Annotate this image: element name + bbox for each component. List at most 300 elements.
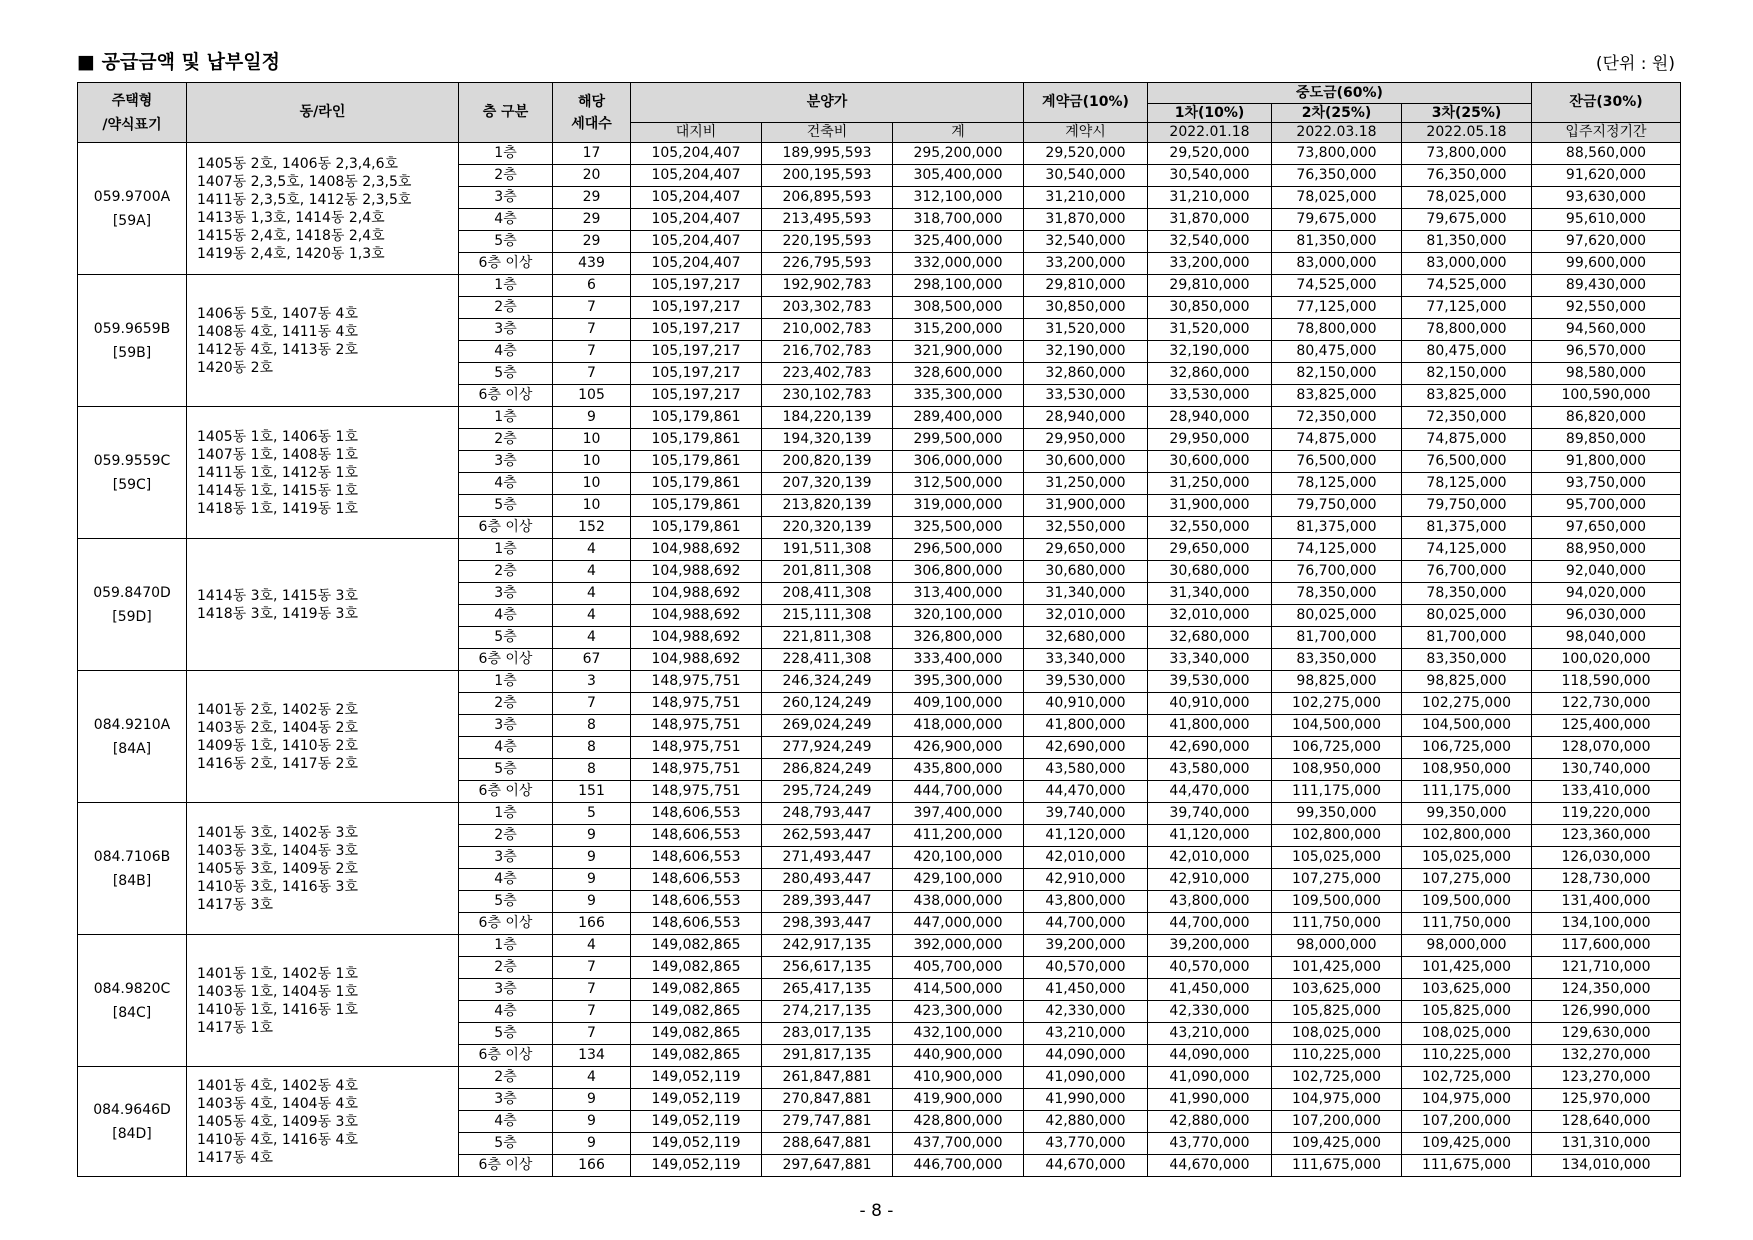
balance-cell: 130,740,000: [1532, 759, 1681, 781]
households-cell: 4: [553, 1067, 631, 1089]
contract-cell: 40,570,000: [1024, 957, 1148, 979]
mid1-cell: 31,870,000: [1148, 209, 1272, 231]
households-cell: 8: [553, 715, 631, 737]
table-row: [78, 935, 1681, 957]
households-cell: 3: [553, 671, 631, 693]
header-type: 주택형 /약식표기: [78, 83, 187, 143]
total-price-cell: 446,700,000: [893, 1155, 1024, 1177]
table-row: [78, 407, 1681, 429]
total-price-cell: 420,100,000: [893, 847, 1024, 869]
contract-cell: 30,600,000: [1024, 451, 1148, 473]
land-cost-cell: 149,082,865: [631, 1045, 762, 1067]
table-row: [78, 143, 1681, 165]
mid1-cell: 44,090,000: [1148, 1045, 1272, 1067]
header-households: 해당 세대수: [553, 83, 631, 143]
building-cost-cell: 297,647,881: [762, 1155, 893, 1177]
balance-cell: 121,710,000: [1532, 957, 1681, 979]
floor-cell: 4층: [459, 1111, 553, 1133]
mid3-cell: 83,350,000: [1402, 649, 1532, 671]
contract-cell: 42,910,000: [1024, 869, 1148, 891]
mid3-cell: 76,350,000: [1402, 165, 1532, 187]
mid2-cell: 80,475,000: [1272, 341, 1402, 363]
dong-line-cell: 1401동 3호, 1402동 3호 1403동 3호, 1404동 3호 1405동 3호, 1409동 2호 1410동 3호, 1416동 3호 1417동 3호: [187, 803, 459, 935]
land-cost-cell: 105,204,407: [631, 143, 762, 165]
contract-cell: 41,800,000: [1024, 715, 1148, 737]
households-cell: 5: [553, 803, 631, 825]
mid1-cell: 41,120,000: [1148, 825, 1272, 847]
mid2-cell: 73,800,000: [1272, 143, 1402, 165]
total-price-cell: 295,200,000: [893, 143, 1024, 165]
land-cost-cell: 148,606,553: [631, 847, 762, 869]
mid3-cell: 82,150,000: [1402, 363, 1532, 385]
households-cell: 29: [553, 209, 631, 231]
households-cell: 166: [553, 913, 631, 935]
mid1-cell: 31,210,000: [1148, 187, 1272, 209]
total-price-cell: 312,100,000: [893, 187, 1024, 209]
floor-cell: 6층 이상: [459, 253, 553, 275]
mid2-cell: 111,675,000: [1272, 1155, 1402, 1177]
land-cost-cell: 105,204,407: [631, 187, 762, 209]
mid1-cell: 30,680,000: [1148, 561, 1272, 583]
balance-cell: 126,990,000: [1532, 1001, 1681, 1023]
floor-cell: 1층: [459, 803, 553, 825]
mid1-cell: 43,580,000: [1148, 759, 1272, 781]
contract-cell: 30,850,000: [1024, 297, 1148, 319]
mid1-cell: 42,330,000: [1148, 1001, 1272, 1023]
floor-cell: 3층: [459, 319, 553, 341]
balance-cell: 123,360,000: [1532, 825, 1681, 847]
mid3-cell: 80,025,000: [1402, 605, 1532, 627]
mid3-cell: 83,825,000: [1402, 385, 1532, 407]
mid1-cell: 33,530,000: [1148, 385, 1272, 407]
total-price-cell: 306,000,000: [893, 451, 1024, 473]
contract-cell: 44,700,000: [1024, 913, 1148, 935]
dong-line-cell: 1405동 1호, 1406동 1호 1407동 1호, 1408동 1호 1411동 1호, 1412동 1호 1414동 1호, 1415동 1호 1418동 1호, 1419동 1호: [187, 407, 459, 539]
land-cost-cell: 104,988,692: [631, 583, 762, 605]
mid3-cell: 109,500,000: [1402, 891, 1532, 913]
mid2-cell: 74,875,000: [1272, 429, 1402, 451]
mid2-cell: 102,275,000: [1272, 693, 1402, 715]
households-cell: 7: [553, 693, 631, 715]
mid2-cell: 111,175,000: [1272, 781, 1402, 803]
contract-cell: 42,690,000: [1024, 737, 1148, 759]
floor-cell: 2층: [459, 825, 553, 847]
land-cost-cell: 148,975,751: [631, 759, 762, 781]
contract-cell: 33,340,000: [1024, 649, 1148, 671]
balance-cell: 91,800,000: [1532, 451, 1681, 473]
total-price-cell: 308,500,000: [893, 297, 1024, 319]
land-cost-cell: 105,179,861: [631, 451, 762, 473]
total-price-cell: 414,500,000: [893, 979, 1024, 1001]
mid2-cell: 81,375,000: [1272, 517, 1402, 539]
building-cost-cell: 286,824,249: [762, 759, 893, 781]
total-price-cell: 318,700,000: [893, 209, 1024, 231]
building-cost-cell: 289,393,447: [762, 891, 893, 913]
header-building: 건축비: [762, 123, 893, 143]
mid1-cell: 32,550,000: [1148, 517, 1272, 539]
land-cost-cell: 149,082,865: [631, 1001, 762, 1023]
households-cell: 7: [553, 341, 631, 363]
mid2-cell: 99,350,000: [1272, 803, 1402, 825]
mid2-cell: 83,000,000: [1272, 253, 1402, 275]
total-price-cell: 411,200,000: [893, 825, 1024, 847]
land-cost-cell: 149,052,119: [631, 1155, 762, 1177]
floor-cell: 1층: [459, 539, 553, 561]
building-cost-cell: 279,747,881: [762, 1111, 893, 1133]
floor-cell: 4층: [459, 473, 553, 495]
balance-cell: 125,970,000: [1532, 1089, 1681, 1111]
dong-line-cell: 1405동 2호, 1406동 2,3,4,6호 1407동 2,3,5호, 1408동 2,3,5호 1411동 2,3,5호, 1412동 2,3,5호 1413동 1,3호, 1414동 2,4호 1415동 2,4호, 1418동 2,4호 1419동 2,4호, 1420동 1,3호: [187, 143, 459, 275]
mid1-cell: 32,010,000: [1148, 605, 1272, 627]
balance-cell: 100,020,000: [1532, 649, 1681, 671]
mid3-cell: 102,725,000: [1402, 1067, 1532, 1089]
mid2-cell: 102,800,000: [1272, 825, 1402, 847]
contract-cell: 32,540,000: [1024, 231, 1148, 253]
total-price-cell: 429,100,000: [893, 869, 1024, 891]
households-cell: 7: [553, 1023, 631, 1045]
building-cost-cell: 274,217,135: [762, 1001, 893, 1023]
mid3-cell: 111,675,000: [1402, 1155, 1532, 1177]
mid3-cell: 77,125,000: [1402, 297, 1532, 319]
building-cost-cell: 210,002,783: [762, 319, 893, 341]
mid2-cell: 105,025,000: [1272, 847, 1402, 869]
housing-type-cell: 059.9559C [59C]: [78, 407, 187, 539]
building-cost-cell: 298,393,447: [762, 913, 893, 935]
building-cost-cell: 220,195,593: [762, 231, 893, 253]
households-cell: 9: [553, 1133, 631, 1155]
building-cost-cell: 226,795,593: [762, 253, 893, 275]
mid1-cell: 42,880,000: [1148, 1111, 1272, 1133]
mid3-cell: 104,975,000: [1402, 1089, 1532, 1111]
households-cell: 7: [553, 979, 631, 1001]
total-price-cell: 320,100,000: [893, 605, 1024, 627]
total-price-cell: 312,500,000: [893, 473, 1024, 495]
contract-cell: 44,090,000: [1024, 1045, 1148, 1067]
balance-cell: 128,640,000: [1532, 1111, 1681, 1133]
mid3-cell: 106,725,000: [1402, 737, 1532, 759]
contract-cell: 29,950,000: [1024, 429, 1148, 451]
floor-cell: 3층: [459, 1089, 553, 1111]
contract-cell: 43,770,000: [1024, 1133, 1148, 1155]
floor-cell: 1층: [459, 935, 553, 957]
mid1-cell: 29,810,000: [1148, 275, 1272, 297]
mid2-cell: 79,675,000: [1272, 209, 1402, 231]
floor-cell: 5층: [459, 363, 553, 385]
mid1-cell: 44,700,000: [1148, 913, 1272, 935]
households-cell: 4: [553, 583, 631, 605]
mid3-cell: 78,025,000: [1402, 187, 1532, 209]
mid2-cell: 98,825,000: [1272, 671, 1402, 693]
households-cell: 439: [553, 253, 631, 275]
balance-cell: 94,020,000: [1532, 583, 1681, 605]
floor-cell: 4층: [459, 737, 553, 759]
balance-cell: 96,570,000: [1532, 341, 1681, 363]
housing-type-cell: 059.9659B [59B]: [78, 275, 187, 407]
building-cost-cell: 291,817,135: [762, 1045, 893, 1067]
supply-price-table: [77, 82, 1681, 1177]
mid1-cell: 42,910,000: [1148, 869, 1272, 891]
land-cost-cell: 105,179,861: [631, 407, 762, 429]
balance-cell: 131,310,000: [1532, 1133, 1681, 1155]
mid2-cell: 72,350,000: [1272, 407, 1402, 429]
building-cost-cell: 207,320,139: [762, 473, 893, 495]
building-cost-cell: 194,320,139: [762, 429, 893, 451]
land-cost-cell: 148,606,553: [631, 825, 762, 847]
building-cost-cell: 246,324,249: [762, 671, 893, 693]
mid2-cell: 81,350,000: [1272, 231, 1402, 253]
land-cost-cell: 148,975,751: [631, 715, 762, 737]
households-cell: 7: [553, 363, 631, 385]
contract-cell: 43,580,000: [1024, 759, 1148, 781]
contract-cell: 39,740,000: [1024, 803, 1148, 825]
mid3-cell: 108,950,000: [1402, 759, 1532, 781]
contract-cell: 42,330,000: [1024, 1001, 1148, 1023]
households-cell: 9: [553, 1111, 631, 1133]
households-cell: 151: [553, 781, 631, 803]
total-price-cell: 447,000,000: [893, 913, 1024, 935]
households-cell: 29: [553, 187, 631, 209]
floor-cell: 2층: [459, 561, 553, 583]
mid1-cell: 41,800,000: [1148, 715, 1272, 737]
mid2-cell: 111,750,000: [1272, 913, 1402, 935]
header-floor: 층 구분: [459, 83, 553, 143]
floor-cell: 6층 이상: [459, 781, 553, 803]
header-balance: 잔금(30%): [1532, 83, 1681, 123]
balance-cell: 119,220,000: [1532, 803, 1681, 825]
contract-cell: 39,530,000: [1024, 671, 1148, 693]
mid1-cell: 28,940,000: [1148, 407, 1272, 429]
floor-cell: 6층 이상: [459, 649, 553, 671]
mid1-cell: 31,250,000: [1148, 473, 1272, 495]
contract-cell: 39,200,000: [1024, 935, 1148, 957]
mid1-cell: 30,850,000: [1148, 297, 1272, 319]
households-cell: 7: [553, 319, 631, 341]
dong-line-cell: 1406동 5호, 1407동 4호 1408동 4호, 1411동 4호 1412동 4호, 1413동 2호 1420동 2호: [187, 275, 459, 407]
mid2-cell: 107,275,000: [1272, 869, 1402, 891]
floor-cell: 2층: [459, 297, 553, 319]
mid2-cell: 77,125,000: [1272, 297, 1402, 319]
mid3-cell: 111,175,000: [1402, 781, 1532, 803]
table-row: [78, 1067, 1681, 1089]
balance-cell: 129,630,000: [1532, 1023, 1681, 1045]
mid3-cell: 78,350,000: [1402, 583, 1532, 605]
households-cell: 8: [553, 759, 631, 781]
contract-cell: 41,450,000: [1024, 979, 1148, 1001]
mid1-cell: 44,670,000: [1148, 1155, 1272, 1177]
households-cell: 166: [553, 1155, 631, 1177]
building-cost-cell: 206,895,593: [762, 187, 893, 209]
balance-cell: 123,270,000: [1532, 1067, 1681, 1089]
mid2-cell: 110,225,000: [1272, 1045, 1402, 1067]
building-cost-cell: 261,847,881: [762, 1067, 893, 1089]
mid1-cell: 32,680,000: [1148, 627, 1272, 649]
total-price-cell: 438,000,000: [893, 891, 1024, 913]
header-price: 분양가: [631, 83, 1024, 123]
balance-cell: 95,610,000: [1532, 209, 1681, 231]
floor-cell: 6층 이상: [459, 1155, 553, 1177]
total-price-cell: 405,700,000: [893, 957, 1024, 979]
contract-cell: 42,010,000: [1024, 847, 1148, 869]
mid3-cell: 111,750,000: [1402, 913, 1532, 935]
contract-cell: 32,680,000: [1024, 627, 1148, 649]
land-cost-cell: 148,975,751: [631, 781, 762, 803]
floor-cell: 5층: [459, 627, 553, 649]
total-price-cell: 437,700,000: [893, 1133, 1024, 1155]
total-price-cell: 418,000,000: [893, 715, 1024, 737]
mid1-cell: 44,470,000: [1148, 781, 1272, 803]
balance-cell: 126,030,000: [1532, 847, 1681, 869]
mid3-cell: 76,700,000: [1402, 561, 1532, 583]
mid2-cell: 103,625,000: [1272, 979, 1402, 1001]
land-cost-cell: 104,988,692: [631, 561, 762, 583]
floor-cell: 4층: [459, 605, 553, 627]
households-cell: 134: [553, 1045, 631, 1067]
mid3-cell: 102,800,000: [1402, 825, 1532, 847]
households-cell: 4: [553, 539, 631, 561]
mid2-cell: 79,750,000: [1272, 495, 1402, 517]
mid1-cell: 41,450,000: [1148, 979, 1272, 1001]
header-mid3-date: 2022.05.18: [1402, 123, 1532, 143]
header-mid1-date: 2022.01.18: [1148, 123, 1272, 143]
mid3-cell: 78,800,000: [1402, 319, 1532, 341]
mid3-cell: 72,350,000: [1402, 407, 1532, 429]
floor-cell: 4층: [459, 209, 553, 231]
land-cost-cell: 104,988,692: [631, 539, 762, 561]
mid2-cell: 80,025,000: [1272, 605, 1402, 627]
contract-cell: 33,200,000: [1024, 253, 1148, 275]
contract-cell: 31,250,000: [1024, 473, 1148, 495]
land-cost-cell: 105,197,217: [631, 341, 762, 363]
mid2-cell: 76,350,000: [1272, 165, 1402, 187]
mid3-cell: 99,350,000: [1402, 803, 1532, 825]
land-cost-cell: 105,197,217: [631, 275, 762, 297]
mid2-cell: 81,700,000: [1272, 627, 1402, 649]
total-price-cell: 298,100,000: [893, 275, 1024, 297]
balance-cell: 92,040,000: [1532, 561, 1681, 583]
total-price-cell: 428,800,000: [893, 1111, 1024, 1133]
floor-cell: 2층: [459, 957, 553, 979]
balance-cell: 89,430,000: [1532, 275, 1681, 297]
total-price-cell: 305,400,000: [893, 165, 1024, 187]
mid1-cell: 31,340,000: [1148, 583, 1272, 605]
land-cost-cell: 148,606,553: [631, 803, 762, 825]
building-cost-cell: 192,902,783: [762, 275, 893, 297]
balance-cell: 122,730,000: [1532, 693, 1681, 715]
mid2-cell: 104,500,000: [1272, 715, 1402, 737]
mid3-cell: 79,750,000: [1402, 495, 1532, 517]
floor-cell: 3층: [459, 715, 553, 737]
floor-cell: 4층: [459, 1001, 553, 1023]
contract-cell: 41,090,000: [1024, 1067, 1148, 1089]
floor-cell: 3층: [459, 847, 553, 869]
contract-cell: 43,800,000: [1024, 891, 1148, 913]
mid3-cell: 74,125,000: [1402, 539, 1532, 561]
balance-cell: 98,580,000: [1532, 363, 1681, 385]
land-cost-cell: 105,204,407: [631, 165, 762, 187]
mid1-cell: 43,770,000: [1148, 1133, 1272, 1155]
households-cell: 9: [553, 869, 631, 891]
housing-type-cell: 084.7106B [84B]: [78, 803, 187, 935]
housing-type-cell: 084.9646D [84D]: [78, 1067, 187, 1177]
building-cost-cell: 288,647,881: [762, 1133, 893, 1155]
total-price-cell: 432,100,000: [893, 1023, 1024, 1045]
building-cost-cell: 256,617,135: [762, 957, 893, 979]
balance-cell: 97,620,000: [1532, 231, 1681, 253]
households-cell: 20: [553, 165, 631, 187]
mid1-cell: 40,570,000: [1148, 957, 1272, 979]
contract-cell: 31,520,000: [1024, 319, 1148, 341]
floor-cell: 1층: [459, 143, 553, 165]
households-cell: 7: [553, 957, 631, 979]
land-cost-cell: 149,052,119: [631, 1133, 762, 1155]
total-price-cell: 328,600,000: [893, 363, 1024, 385]
balance-cell: 128,070,000: [1532, 737, 1681, 759]
mid2-cell: 83,350,000: [1272, 649, 1402, 671]
balance-cell: 131,400,000: [1532, 891, 1681, 913]
contract-cell: 41,990,000: [1024, 1089, 1148, 1111]
mid1-cell: 39,200,000: [1148, 935, 1272, 957]
balance-cell: 88,950,000: [1532, 539, 1681, 561]
dong-line-cell: 1401동 2호, 1402동 2호 1403동 2호, 1404동 2호 1409동 1호, 1410동 2호 1416동 2호, 1417동 2호: [187, 671, 459, 803]
dong-line-cell: 1401동 4호, 1402동 4호 1403동 4호, 1404동 4호 1405동 4호, 1409동 3호 1410동 4호, 1416동 4호 1417동 4호: [187, 1067, 459, 1177]
total-price-cell: 440,900,000: [893, 1045, 1024, 1067]
balance-cell: 100,590,000: [1532, 385, 1681, 407]
mid3-cell: 105,825,000: [1402, 1001, 1532, 1023]
mid3-cell: 102,275,000: [1402, 693, 1532, 715]
mid3-cell: 74,875,000: [1402, 429, 1532, 451]
mid1-cell: 42,690,000: [1148, 737, 1272, 759]
building-cost-cell: 228,411,308: [762, 649, 893, 671]
households-cell: 6: [553, 275, 631, 297]
households-cell: 4: [553, 561, 631, 583]
building-cost-cell: 248,793,447: [762, 803, 893, 825]
mid1-cell: 39,530,000: [1148, 671, 1272, 693]
mid1-cell: 32,860,000: [1148, 363, 1272, 385]
balance-cell: 89,850,000: [1532, 429, 1681, 451]
header-balance-when: 입주지정기간: [1532, 123, 1681, 143]
floor-cell: 4층: [459, 869, 553, 891]
households-cell: 9: [553, 1089, 631, 1111]
header-mid2: 2차(25%): [1272, 104, 1402, 123]
building-cost-cell: 200,195,593: [762, 165, 893, 187]
households-cell: 7: [553, 297, 631, 319]
contract-cell: 32,010,000: [1024, 605, 1148, 627]
total-price-cell: 444,700,000: [893, 781, 1024, 803]
floor-cell: 4층: [459, 341, 553, 363]
households-cell: 9: [553, 407, 631, 429]
total-price-cell: 423,300,000: [893, 1001, 1024, 1023]
table-row: [78, 539, 1681, 561]
balance-cell: 134,100,000: [1532, 913, 1681, 935]
contract-cell: 33,530,000: [1024, 385, 1148, 407]
total-price-cell: 410,900,000: [893, 1067, 1024, 1089]
header-total: 계: [893, 123, 1024, 143]
mid1-cell: 39,740,000: [1148, 803, 1272, 825]
floor-cell: 6층 이상: [459, 913, 553, 935]
balance-cell: 98,040,000: [1532, 627, 1681, 649]
total-price-cell: 325,400,000: [893, 231, 1024, 253]
mid2-cell: 101,425,000: [1272, 957, 1402, 979]
mid2-cell: 106,725,000: [1272, 737, 1402, 759]
land-cost-cell: 105,197,217: [631, 385, 762, 407]
total-price-cell: 392,000,000: [893, 935, 1024, 957]
households-cell: 67: [553, 649, 631, 671]
households-cell: 10: [553, 473, 631, 495]
building-cost-cell: 213,820,139: [762, 495, 893, 517]
building-cost-cell: 262,593,447: [762, 825, 893, 847]
mid3-cell: 80,475,000: [1402, 341, 1532, 363]
building-cost-cell: 221,811,308: [762, 627, 893, 649]
